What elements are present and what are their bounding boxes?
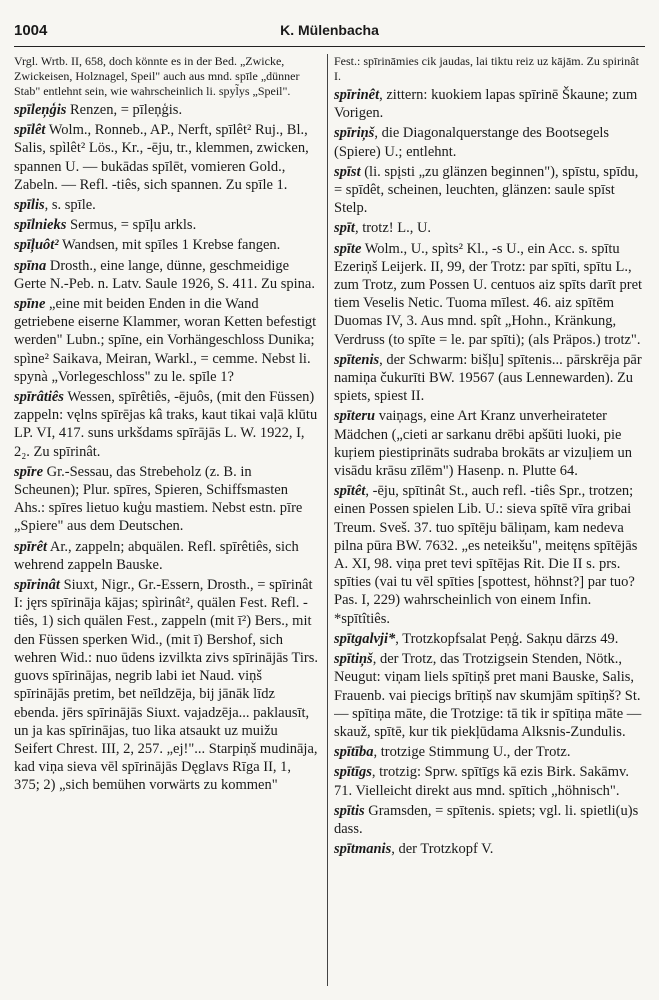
dictionary-entry: [334, 407, 645, 480]
entry-text: Siuxt, Nigr., Gr.-Essern, Drosth., = spīrinât I: jęrs spīrināja kājas; spìrinât², quälen Fest. Refl. -tiês, 1) sich quälen Fest., zappeln (mit ī²) Bers., mit den Füssen sperken Wid., (mit ī) Bershof, sich wehren Wid.: nuo ūdens izvilkta zivs spīrinājās Tirs. guovs spīrinājas, negrib labi iet Naud. viņš spīrinājās pretim, bet neīldzēja, bij jānāk līdz ebenda. jērs spīrinājās Siuxt. vajadzēja... paklausīt, un ja kas spīrinājas, tuo lika atsaukt uz muižu Seifert Chrest. III, 2, 257. „ej!"... Starpiņš mudināja, kad viņa sieva vēl spīrinājās Dęglavs Rīga II, 1, 375; 2) „sich bemühen vorwärts zu kommen": [14, 577, 319, 794]
entry-text: Drosth., eine lange, dünne, geschmeidige Gerte N.-Peb. n. Latv. Saule 1926, S. 411. Zu spina.: [14, 257, 315, 292]
entry-headword: spīst: [334, 163, 361, 180]
entry-text: , -ēju, spītinât St., auch refl. -tiês Spr., trotzen; einen Possen spielen Lib. U.: sieva spītē vīra gribai Treum. Sveš. 37. tuo spītēju bāliņam, kam nedeva pilna pūra BW. 7632. „es neteikšu", meitęns spītējās A. XI, 98. viņa pret tevi spītējas Rit. Die II s. prs. spīties (vai tu vēl spīties [spottest, höhnst?] par tuo? Pas. I, 229) wahrscheinlich von einem Infin. *spītîtiês.: [334, 483, 638, 627]
entry-headword: spītmanis: [334, 841, 392, 858]
entry-text: Wandsen, mit spīles 1 Krebse fangen.: [58, 237, 281, 254]
entry-text: Wolm., Ronneb., AP., Nerft, spīlêt² Ruj., Bl., Salis, spìlêt² Lös., Kr., -ēju, tr., klemmen, zwicken, spannen U. — bukādas spīlēt, vomieren Gold., Zabeln. — Refl. -tiês, sich spannen. Zu spīle 1.: [14, 122, 309, 193]
dictionary-entry: [334, 630, 645, 648]
dictionary-entry: [14, 388, 320, 461]
dictionary-entry: [334, 840, 645, 858]
entry-headword: spītīgs: [334, 764, 372, 781]
entry-text: , der Trotz, das Trotzigsein Stenden, Nötk., Neugut: viņam liels spītiņš pret mani Bauske, Salis, Frauenb. vai piecigs brītiņš nav skumjām spītiņš? St. — spītiņa māte, die Trotzige: tā tik ir spītiņa māte — skauž, spītē, kur tik piekļūdama Alksnis-Zundulis.: [334, 651, 642, 740]
dictionary-entry: [14, 54, 320, 99]
entry-text: , der Schwarm: bišļu] spītenis... pārskrēja pār namiņa čukurīti BW. 19567 (aus Lennewarden). Zu spiets, spiest II.: [334, 351, 642, 405]
entry-text: Vrgl. Wrtb. II, 658, doch könnte es in der Bed. „Zwicke, Zwickeisen, Holznagel, Speil" auch aus mnd. spīle „dünner Stab" entlehnt sein, wie wahrscheinlich li. spyl̃ys „Speil".: [14, 54, 300, 98]
entry-headword: spītiņš: [334, 651, 373, 668]
entry-text: , der Trotzkopf V.: [391, 841, 494, 858]
dictionary-entry: [334, 54, 645, 84]
page-header: [14, 18, 645, 44]
entry-headword: spīre: [14, 463, 43, 480]
dictionary-entry: [334, 163, 645, 218]
entry-text: Renzen, = pīleņģis.: [66, 102, 183, 118]
dictionary-entry: [334, 763, 645, 799]
dictionary-entry: [14, 463, 320, 536]
entry-text: , zittern: kuokiem lapas spīrinē Škaune; zum Vorigen.: [334, 87, 638, 122]
column-divider: [327, 54, 328, 986]
entry-text: vaiņags, eine Art Kranz unverheirateter Mädchen („cieti ar sarkanu drēbi apšūti luoki, pie kuŗiem piestiprināts sudraba brokāts ar vizuļiem un visādu krāsu zīlēm") Hasenp. n. Plutte 64.: [334, 408, 632, 480]
entry-headword: spīrinêt: [334, 87, 380, 103]
running-head: K. Mülenbacha: [280, 22, 379, 38]
entry-text: (li. spįsti „zu glänzen beginnen"), spīstu, spīdu, = spīdêt, scheinen, leuchten, glänzen: saule spīst Stelp.: [334, 163, 639, 217]
entry-text: , trotz! L., U.: [354, 220, 432, 237]
entry-text: Fest.: spīrināmies cik jaudas, lai tiktu reiz uz kājām. Zu spirinât I.: [334, 54, 639, 83]
dictionary-entry: [14, 538, 320, 574]
dictionary-entry: [14, 295, 320, 386]
dictionary-entry: [334, 86, 645, 122]
entry-text: , die Diagonalquerstange des Bootsegels (Spiere) U.; entlehnt.: [334, 125, 610, 160]
entry-text: , s. spīle.: [44, 197, 96, 214]
dictionary-entry: [14, 236, 320, 254]
entry-headword: spīlnieks: [14, 217, 67, 234]
right-column: [334, 54, 645, 986]
entry-text: Gramsden, = spītenis. spiets; vgl. li. spietli(u)s dass.: [334, 802, 639, 837]
entry-text: , Trotzkopfsalat Peņģ. Sakņu dārzs 49.: [395, 630, 619, 647]
dictionary-entry: [334, 240, 645, 349]
dictionary-entry: [334, 219, 645, 237]
entry-headword: spīleņģis: [14, 102, 67, 118]
dictionary-entry: [334, 650, 645, 741]
entry-headword: spīt: [334, 220, 355, 237]
entry-headword: spīne: [14, 296, 46, 313]
entry-headword: spīrinât: [14, 577, 60, 594]
dictionary-entry: [14, 101, 320, 119]
entry-headword: spīriņš: [334, 125, 375, 142]
dictionary-entry: [334, 124, 645, 160]
dictionary-entry: [14, 196, 320, 214]
entry-headword: spīrêt: [14, 538, 48, 555]
dictionary-entry: [14, 576, 320, 794]
entry-headword: spītenis: [334, 351, 380, 368]
dictionary-entry: [334, 351, 645, 406]
dictionary-entry: [334, 802, 645, 838]
entry-text: „eine mit beiden Enden in die Wand getriebene eiserne Klammer, woran Ketten befestigt werden" Lubn.; spīne, ein Vorhängeschloss Dunika; spìne² Saikava, Meiran, Warkl., = cemme. Nebst li. spynà „Vorlegeschloss" zu le. spīle 1?: [14, 296, 317, 385]
entry-text: Wessen, spīrêtiês, -ējuôs, (mit den Füssen) zappeln: vęlns spīrējas kâ traks, kaut tikai vaļā klūtu LP. VI, 417. suns urkšdams spīrājās L. W. 1922, I, 2₂. Zu spīrinât.: [14, 389, 318, 460]
left-column: [14, 54, 320, 986]
entry-headword: spītgalvji*: [334, 630, 396, 647]
entry-text: Gr.-Sessau, das Strebeholz (z. B. in Scheunen); Plur. spīres, Spieren, Schiffsmasten Ahs.: spīres lietuo kuģu mastiem. Nebst estn. pīre „Spiere" aus dem Deutschen.: [14, 463, 303, 535]
entry-headword: spītis: [334, 802, 365, 819]
entry-text: Ar., zappeln; abquälen. Refl. spīrêtiês, sich wehrend zappeln Bauske.: [14, 538, 299, 573]
entry-headword: spītība: [334, 744, 374, 761]
entry-headword: spīna: [14, 257, 47, 274]
header-rule: [14, 46, 645, 47]
dictionary-entry: [14, 257, 320, 293]
entry-headword: spīrâtiês: [14, 389, 64, 406]
dictionary-entry: [14, 216, 320, 234]
entry-text: , trotzig: Sprw. spītīgs kā ezis Birk. Sakāmv. 71. Vielleicht direkt aus mnd. spītich „höhnisch".: [334, 764, 629, 799]
page-number: 1004: [14, 22, 48, 39]
entry-text: Wolm., U., spìts² Kl., -s U., ein Acc. s. spītu Ezeriņš Leijerk. II, 99, der Trotz: par spīti, spītu L., zum Trotz, zum Possen U. centuos aiz spīts darīt pret tiem Veselis Netic. Tuoma mīlest. 46. aiz spītēm Duomas IV, 3. Aus mnd. spît „Hohn., Kränkung, Verdruss (to spīte = le. par spīti); (als Präpos.) trotz".: [334, 240, 643, 348]
entry-headword: spīte: [334, 240, 362, 257]
dictionary-entry: [334, 482, 645, 628]
entry-text: Sermus, = spīļu arkls.: [66, 217, 197, 234]
dictionary-entry: [14, 121, 320, 194]
dictionary-entry: [334, 743, 645, 761]
entry-headword: spītêt: [334, 483, 366, 500]
entry-headword: spīlêt: [14, 122, 46, 139]
entry-headword: spīteru: [334, 408, 376, 425]
entry-text: , trotzige Stimmung U., der Trotz.: [373, 744, 571, 761]
entry-headword: spīlis: [14, 197, 45, 214]
entry-headword: spīļuôt²: [14, 237, 59, 254]
